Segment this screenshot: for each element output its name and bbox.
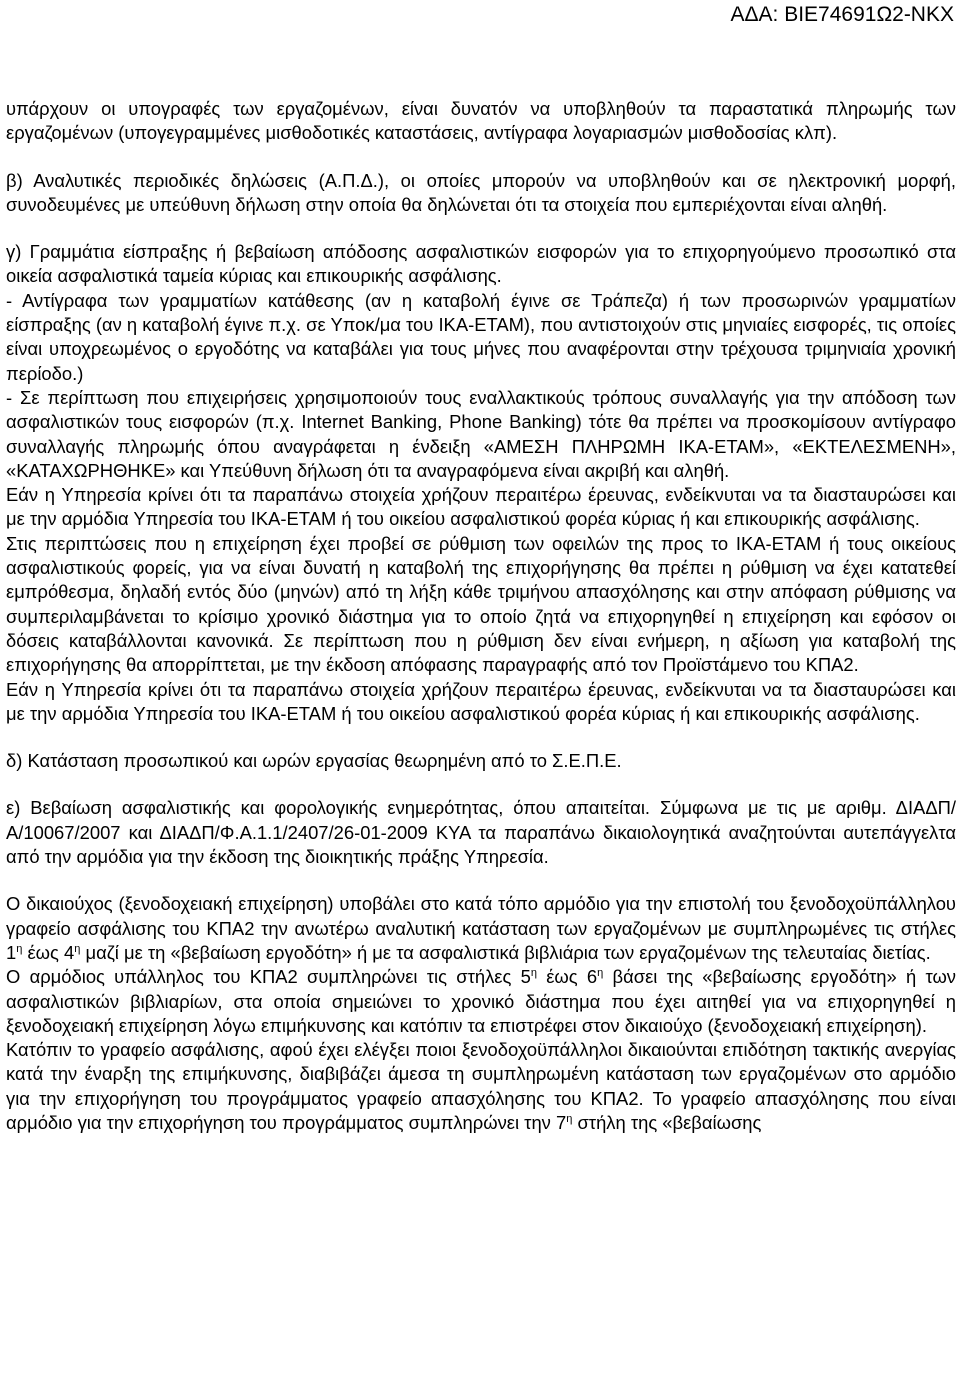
- text-segment: έως 6: [536, 966, 598, 988]
- text-segment: βάσει της «βεβαίωσης εργοδότη» ή των ασφαλιστικών βιβλιαρίων, στα οποία σημειώνει το χρονικό διάστημα που έχει αιτηθεί για να επιχορηγηθεί η ξενοδοχειακή επιχείρηση λόγω επιμήκυνσης και κατόπιν τα επιστρέφει στον δικαιούχο (ξενοδοχειακή επιχείρηση).: [6, 966, 956, 1036]
- superscript-eta: η: [530, 967, 537, 980]
- paragraph-item-e-certificates: ε) Βεβαίωση ασφαλιστικής και φορολογικής ενημερότητας, όπου απαιτείται. Σύμφωνα με τις με αριθμ. ΔΙΑΔΠ/Α/10067/2007 και ΔΙΑΔΠ/Φ.Α.1.1/2407/26-01-2009 ΚΥΑ τα παραπάνω δικαιολογητικά αναζητούνται αυτεπάγγελτα από την αρμόδια για την έκδοση της διοικητικής πράξης Υπηρεσία.: [6, 797, 956, 868]
- paragraph-verification-1: Εάν η Υπηρεσία κρίνει ότι τα παραπάνω στοιχεία χρήζουν περαιτέρω έρευνας, ενδείκνυται να τα διασταυρώσει και με την αρμόδια Υπηρεσία του ΙΚΑ-ΕΤΑΜ ή του οικείου ασφαλιστικού φορέα κύριας ή και επικουρικής ασφάλισης.: [6, 484, 956, 530]
- paragraph-deposit-copies: - Αντίγραφα των γραμματίων κατάθεσης (αν η καταβολή έγινε σε Τράπεζα) ή των προσωρινών γραμματίων είσπραξης (αν η καταβολή έγινε π.χ. σε Υποκ/μα του ΙΚΑ-ΕΤΑΜ), που αντιστοιχούν στις μηνιαίες εισφορές, τις οποίες είναι υποχρεωμένος ο εργοδότης να καταβάλει για τους μήνες που αναφέρονται στην τρέχουσα τριμηνιαία χρονική περίοδο.): [6, 289, 956, 384]
- paragraph-payment-documents: υπάρχουν οι υπογραφές των εργαζομένων, είναι δυνατόν να υποβληθούν τα παραστατικά πληρωμής των εργαζομένων (υπογεγραμμένες μισθοδοτικές καταστάσεις, αντίγραφα λογαριασμών μισθοδοσίας κλπ).: [6, 98, 956, 144]
- text-segment: Κατόπιν το γραφείο ασφάλισης, αφού έχει ελέγξει ποιοι ξενοδοχοϋπάλληλοι δικαιούνται επιδότηση τακτικής ανεργίας κατά την έναρξη της επιμήκυνσης, διαβιβάζει άμεσα τη συμπληρωμένη κατάσταση των εργαζομένων στο αρμόδιο για την επιχορήγηση του προγράμματος γραφείο απασχόλησης του ΚΠΑ2. Το γραφείο απασχόλησης που είναι αρμόδιο για την επιχορήγηση του προγράμματος συμπληρώνει την 7: [6, 1039, 956, 1133]
- paragraph-item-c-receipts: γ) Γραμμάτια είσπραξης ή βεβαίωση απόδοσης ασφαλιστικών εισφορών για το επιχορηγούμενο προσωπικό στα οικεία ασφαλιστικά ταμεία κύριας και επικουρικής ασφάλισης.: [6, 241, 956, 287]
- text-segment: μαζί με τη «βεβαίωση εργοδότη» ή με τα ασφαλιστικά βιβλιάρια των εργαζομένων της τελευταίας διετίας.: [80, 941, 931, 963]
- paragraph-debt-settlement: Στις περιπτώσεις που η επιχείρηση έχει προβεί σε ρύθμιση των οφειλών της προς το ΙΚΑ-ΕΤΑΜ ή τους οικείους ασφαλιστικούς φορείς, για να είναι δυνατή η καταβολή της επιχορήγησης θα πρέπει η ρύθμιση να έχει κατατεθεί εμπρόθεσμα, δηλαδή εντός δύο (μηνών) από τη λήξη κάθε τριμήνου απασχόλησης και στην απόφαση ρύθμισης να συμπεριλαμβάνεται το κρίσιμο χρονικό διάστημα για το οποίο ζητά να επιχορηγηθεί η επιχείρηση και εφόσον οι δόσεις καταβάλλονται κανονικά. Σε περίπτωση που η ρύθμιση δεν είναι ενήμερη, η αξίωση για καταβολή της επιχορήγησης θα απορρίπτεται, με την έκδοση απόφασης παραγραφής από τον Προϊστάμενο του ΚΠΑ2.: [6, 532, 956, 676]
- text-segment: Ο δικαιούχος (ξενοδοχειακή επιχείρηση) υποβάλει στο κατά τόπο αρμόδιο για την επιστολή του ξενοδοχοϋπάλληλου γραφείο ασφάλισης του ΚΠΑ2 την ανωτέρω αναλυτική κατάσταση των εργαζομένων με συμπληρωμένες τις στήλες 1: [6, 893, 956, 963]
- ada-code: ΑΔΑ: ΒΙΕ74691Ω2-ΝΚΧ: [730, 3, 954, 26]
- superscript-eta: η: [597, 967, 604, 980]
- paragraph-alternative-payment: - Σε περίπτωση που επιχειρήσεις χρησιμοποιούν τους εναλλακτικούς τρόπους συναλλαγής για την απόδοση των ασφαλιστικών τους εισφορών (π.χ. Internet Banking, Phone Banking) τότε θα πρέπει να προσκομίσουν αντίγραφο συναλλαγής πληρωμής όπου αναγράφεται η ένδειξη «ΑΜΕΣΗ ΠΛΗΡΩΜΗ ΙΚΑ-ΕΤΑΜ», «ΕΚΤΕΛΕΣΜΕΝΗ», «ΚΑΤΑΧΩΡΗΘΗΚΕ» και Υπεύθυνη δήλωση ότι τα αναγραφόμενα είναι ακριβή και αληθή.: [6, 386, 956, 481]
- text-segment: Ο αρμόδιος υπάλληλος του ΚΠΑ2 συμπληρώνει τις στήλες 5: [6, 966, 531, 988]
- paragraph-officer-completion: [6, 965, 956, 1038]
- superscript-eta: η: [566, 1112, 573, 1125]
- paragraph-item-b-apd: β) Αναλυτικές περιοδικές δηλώσεις (Α.Π.Δ.), οι οποίες μπορούν να υποβληθούν και σε ηλεκτρονική μορφή, συνοδευμένες με υπεύθυνη δήλωση στην οποία θα δηλώνεται ότι τα στοιχεία που εμπεριέχονται είναι αληθή.: [6, 169, 956, 215]
- document-body: [6, 97, 956, 1135]
- superscript-eta: η: [16, 942, 23, 955]
- text-segment: έως 4: [22, 941, 75, 963]
- superscript-eta: η: [74, 942, 81, 955]
- paragraph-beneficiary-submission: [6, 892, 956, 965]
- paragraph-item-d-staff: δ) Κατάσταση προσωπικού και ωρών εργασίας θεωρημένη από το Σ.Ε.Π.Ε.: [6, 750, 622, 772]
- paragraph-verification-2: Εάν η Υπηρεσία κρίνει ότι τα παραπάνω στοιχεία χρήζουν περαιτέρω έρευνας, ενδείκνυται να τα διασταυρώσει και με την αρμόδια Υπηρεσία του ΙΚΑ-ΕΤΑΜ ή του οικείου ασφαλιστικού φορέα κύριας ή και επικουρικής ασφάλισης.: [6, 678, 956, 724]
- paragraph-insurance-office: [6, 1038, 956, 1135]
- text-segment: στήλη της «βεβαίωσης: [572, 1111, 762, 1133]
